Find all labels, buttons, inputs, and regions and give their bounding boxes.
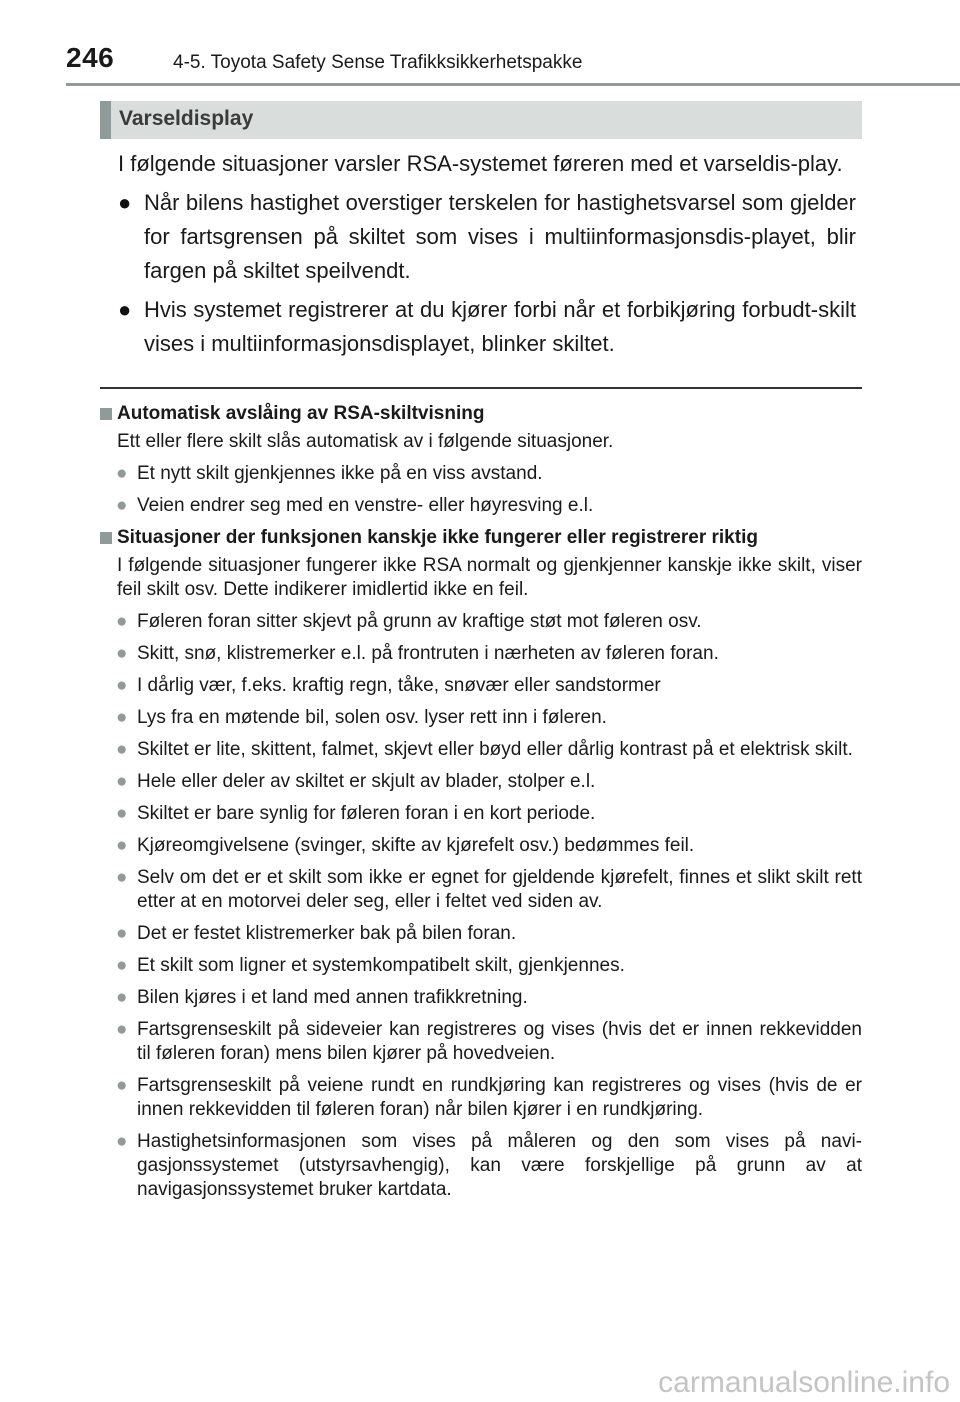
list-item-text: Lys fra en møtende bil, solen osv. lyser rett inn i føleren. (137, 707, 607, 728)
list-item-text: Fartsgrenseskilt på sideveier kan registreres og vises (hvis det er innen rekkevidden til føleren foran) mens bilen kjører på hovedveien. (137, 1019, 862, 1064)
note-intro: I følgende situasjoner fungerer ikke RSA normalt og gjenkjenner kanskje ikke skilt, viser feil skilt osv. Dette indikerer imidlertid ikke en feil. (117, 555, 862, 600)
header-divider (66, 83, 960, 86)
bullet-icon: ● (116, 707, 128, 728)
bullet-icon: ● (116, 955, 128, 976)
list-item-text: I dårlig vær, f.eks. kraftig regn, tåke, snøvær eller sandstormer (137, 675, 661, 696)
list-item (118, 186, 856, 288)
list-item-text: Veien endrer seg med en venstre- eller høyresving e.l. (137, 495, 594, 516)
list-item (100, 610, 862, 634)
list-item (100, 1018, 862, 1066)
list-item (100, 922, 862, 946)
list-item (100, 706, 862, 730)
list-item-text: Skiltet er lite, skittent, falmet, skjevt eller bøyd eller dårlig kontrast på et elektrisk skilt. (137, 739, 853, 760)
list-item-text: Et nytt skilt gjenkjennes ikke på en viss avstand. (137, 463, 543, 484)
notes-section (100, 400, 862, 1202)
bullet-icon: ● (116, 611, 128, 632)
bullet-icon: ● (116, 1131, 128, 1152)
bullet-icon: ● (116, 987, 128, 1008)
list-item (118, 293, 856, 361)
list-item (100, 866, 862, 914)
list-item (100, 642, 862, 666)
list-item (100, 738, 862, 762)
list-item (100, 954, 862, 978)
list-item (100, 986, 862, 1010)
list-item (100, 674, 862, 698)
list-item-text: Hele eller deler av skiltet er skjult av blader, stolper e.l. (137, 771, 596, 792)
bullet-icon: ● (116, 1019, 128, 1040)
square-bullet-icon (100, 408, 112, 420)
watermark: carmanualsonline.info (658, 1366, 950, 1399)
list-item (100, 834, 862, 858)
list-item-text: Selv om det er et skilt som ikke er egnet for gjeldende kjørefelt, finnes et slikt skilt rett etter at en motorvei deler seg, eller i feltet ved siden av. (137, 867, 862, 912)
list-item (100, 1130, 862, 1202)
page-number: 246 (66, 42, 115, 73)
list-item (100, 1074, 862, 1122)
square-bullet-icon (100, 532, 112, 544)
intro-paragraph: I følgende situasjoner varsler RSA-systemet føreren med et varseldis-play. (118, 151, 843, 176)
note-heading-text: Situasjoner der funksjonen kanskje ikke fungerer eller registrerer riktig (117, 527, 758, 548)
list-item-text: Bilen kjøres i et land med annen trafikkretning. (137, 987, 528, 1008)
list-item-text: Fartsgrenseskilt på veiene rundt en rundkjøring kan registreres og vises (hvis de er innen rekkevidden til føleren foran) når bilen kjører i en rundkjøring. (137, 1075, 862, 1120)
list-item-text: Et skilt som ligner et systemkompatibelt skilt, gjenkjennes. (137, 955, 625, 976)
bullet-icon: ● (116, 1075, 128, 1096)
bullet-icon: ● (116, 739, 128, 760)
bullet-icon: ● (116, 675, 128, 696)
notes-divider (100, 387, 862, 389)
list-item-text: Skiltet er bare synlig for føleren foran i en kort periode. (137, 803, 596, 824)
bullet-icon: ● (116, 867, 128, 888)
bullet-icon: ● (116, 495, 128, 516)
list-item-text: Hastighetsinformasjonen som vises på måleren og den som vises på navi-gasjonssystemet (utstyrsavhengig), kan være forskjellige på grunn av at navigasjonssystemet bruker kartdata. (137, 1131, 862, 1200)
bullet-icon: ● (118, 190, 132, 215)
note-heading-text: Automatisk avslåing av RSA-skiltvisning (117, 403, 485, 424)
bullet-icon: ● (116, 835, 128, 856)
note-heading (100, 526, 862, 550)
list-item-text: Skitt, snø, klistremerker e.l. på frontruten i nærheten av føleren foran. (137, 643, 719, 664)
list-item (100, 802, 862, 826)
list-item (100, 770, 862, 794)
section-heading-label: Varseldisplay (119, 107, 254, 130)
bullet-icon: ● (116, 771, 128, 792)
note-intro: Ett eller flere skilt slås automatisk av i følgende situasjoner. (117, 431, 614, 452)
bullet-icon: ● (116, 923, 128, 944)
bullet-icon: ● (116, 643, 128, 664)
section-heading (100, 101, 862, 139)
main-body (118, 147, 856, 361)
bullet-icon: ● (116, 463, 128, 484)
list-item-text: Føleren foran sitter skjevt på grunn av kraftige støt mot føleren osv. (137, 611, 702, 632)
list-item-text: Når bilens hastighet overstiger terskelen for hastighetsvarsel som gjelder for fartsgrensen på skiltet som vises i multiinformasjonsdis-playet, blir fargen på skiltet speilvendt. (144, 190, 856, 283)
list-item-text: Kjøreomgivelsene (svinger, skifte av kjørefelt osv.) bedømmes feil. (137, 835, 695, 856)
bullet-icon: ● (118, 297, 132, 322)
list-item-text: Det er festet klistremerker bak på bilen foran. (137, 923, 517, 944)
bullet-icon: ● (116, 803, 128, 824)
note-heading (100, 402, 862, 426)
list-item (100, 462, 862, 486)
list-item-text: Hvis systemet registrerer at du kjører forbi når et forbikjøring forbudt-skilt vises i multiinformasjonsdisplayet, blinker skiltet. (144, 297, 856, 356)
list-item (100, 494, 862, 518)
section-title: 4-5. Toyota Safety Sense Trafikksikkerhetspakke (173, 52, 583, 73)
